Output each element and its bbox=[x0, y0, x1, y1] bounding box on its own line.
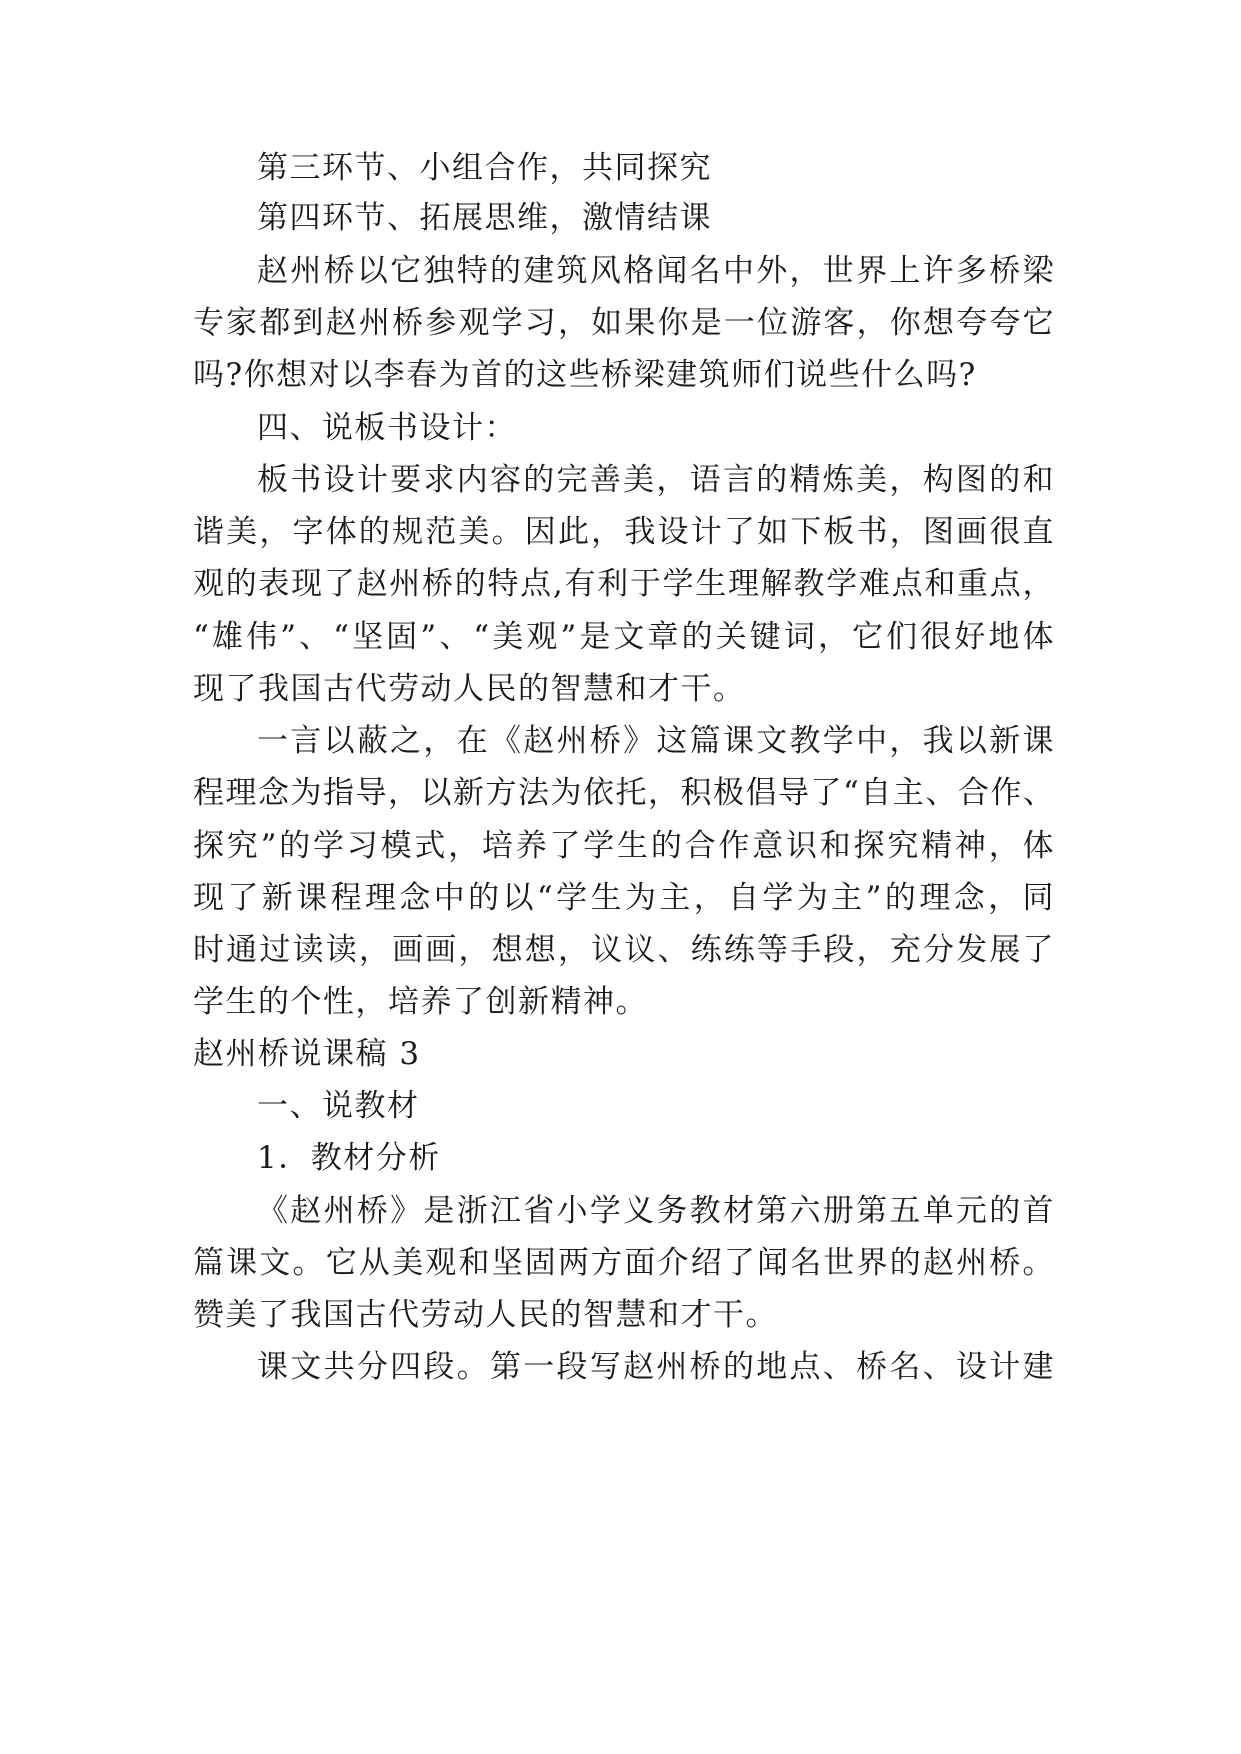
paragraph-line: 时通过读读，画画，想想，议议、练练等手段，充分发展了 bbox=[193, 932, 1055, 968]
paragraph-line: 赵州桥以它独特的建筑风格闻名中外，世界上许多桥梁 bbox=[257, 253, 1055, 289]
paragraph-line: 一言以蔽之，在《赵州桥》这篇课文教学中，我以新课 bbox=[257, 723, 1055, 759]
document-title: 赵州桥说课稿 3 bbox=[193, 1036, 421, 1072]
paragraph-line: 篇课文。它从美观和坚固两方面介绍了闻名世界的赵州桥。 bbox=[193, 1245, 1055, 1281]
section-step-3: 第三环节、小组合作，共同探究 bbox=[257, 150, 712, 186]
paragraph-line: 专家都到赵州桥参观学习，如果你是一位游客，你想夸夸它 bbox=[193, 305, 1055, 341]
paragraph-line: 现了新课程理念中的以“学生为主，自学为主”的理念，同 bbox=[193, 880, 1055, 916]
paragraph-line: 探究”的学习模式，培养了学生的合作意识和探究精神，体 bbox=[193, 828, 1055, 864]
section-heading-board-design: 四、说板书设计： bbox=[257, 410, 517, 446]
paragraph-line: “雄伟”、“坚固”、“美观”是文章的关键词，它们很好地体 bbox=[193, 619, 1055, 655]
paragraph-line: 课文共分四段。第一段写赵州桥的地点、桥名、设计建 bbox=[257, 1349, 1055, 1385]
paragraph-line: 观的表现了赵州桥的特点,有利于学生理解教学难点和重点， bbox=[193, 566, 1055, 602]
section-step-4: 第四环节、拓展思维，激情结课 bbox=[257, 200, 712, 236]
paragraph-line: 《赵州桥》是浙江省小学义务教材第六册第五单元的首 bbox=[257, 1193, 1055, 1229]
section-heading-textbook: 一、说教材 bbox=[257, 1088, 420, 1124]
paragraph-line: 学生的个性，培养了创新精神。 bbox=[193, 984, 648, 1020]
paragraph-line: 现了我国古代劳动人民的智慧和才干。 bbox=[193, 671, 746, 707]
paragraph-line: 板书设计要求内容的完善美，语言的精炼美，构图的和 bbox=[257, 462, 1055, 498]
subsection-heading-analysis: 1．教材分析 bbox=[257, 1140, 441, 1176]
paragraph-line: 程理念为指导，以新方法为依托，积极倡导了“自主、合作、 bbox=[193, 775, 1056, 811]
paragraph-line: 吗?你想对以李春为首的这些桥梁建筑师们说些什么吗? bbox=[193, 357, 977, 393]
paragraph-line: 谐美，字体的规范美。因此，我设计了如下板书，图画很直 bbox=[193, 514, 1055, 550]
paragraph-line: 赞美了我国古代劳动人民的智慧和才干。 bbox=[193, 1297, 778, 1333]
